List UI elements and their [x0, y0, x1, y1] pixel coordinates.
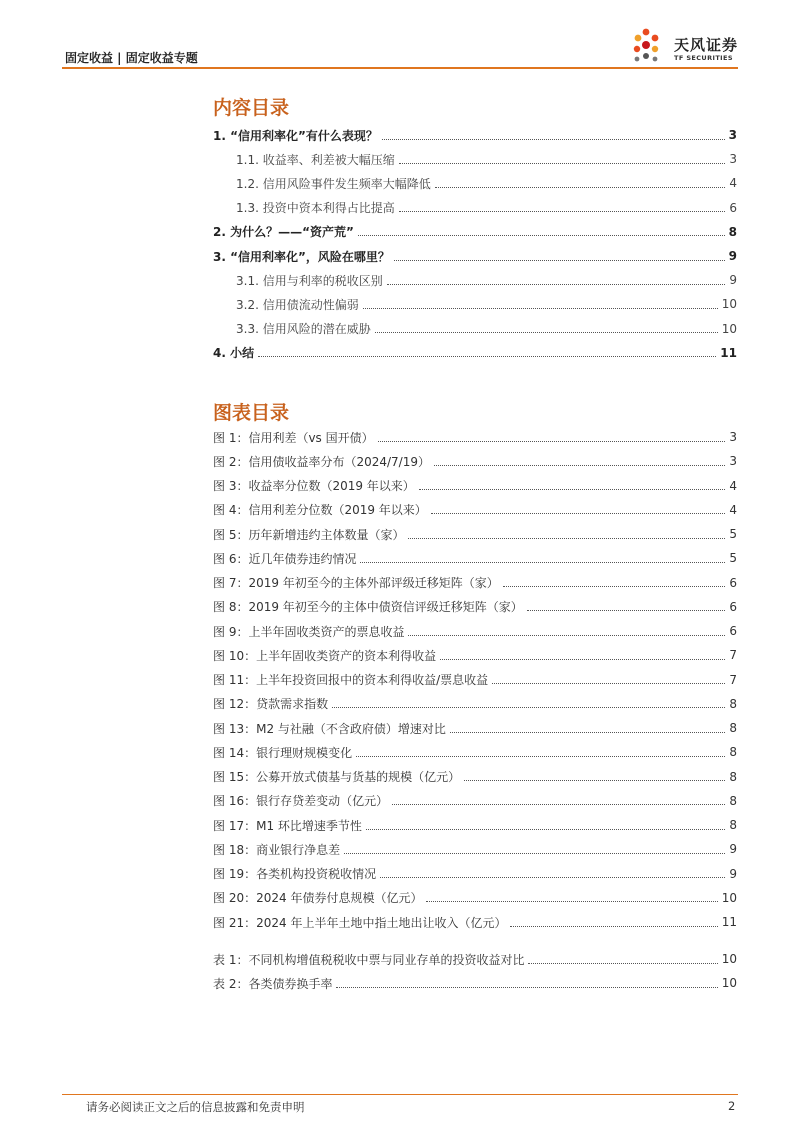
figure-entry[interactable] — [213, 646, 737, 664]
entry-label: 图 5：历年新增违约主体数量（家） — [213, 527, 405, 542]
entry-page-number: 8 — [729, 793, 737, 808]
entry-label: 图 11：上半年投资回报中的资本利得收益/票息收益 — [213, 673, 489, 687]
entry-page-number: 5 — [729, 551, 737, 566]
figure-entry[interactable] — [213, 671, 737, 689]
footer-disclaimer: 请务必阅读正文之后的信息披露和免责申明 — [86, 1100, 305, 1114]
entry-page-number: 9 — [729, 273, 737, 288]
dot-leader — [464, 780, 725, 781]
entry-label: 图 4：信用利差分位数（2019 年以来） — [213, 503, 427, 518]
entry-label: 图 9：上半年固收类资产的票息收益 — [213, 624, 405, 639]
dot-leader — [363, 308, 718, 309]
entry-page-number: 4 — [729, 502, 737, 517]
toc-entry[interactable] — [236, 174, 737, 192]
toc-entry[interactable] — [236, 295, 737, 313]
entry-label: 1. “信用利率化”有什么表现？ — [213, 128, 378, 143]
dot-leader — [440, 659, 725, 660]
entry-label: 图 2：信用债收益率分布（2024/7/19） — [213, 454, 430, 469]
entry-page-number: 6 — [729, 599, 737, 614]
entry-page-number: 4 — [729, 176, 737, 191]
entry-page-number: 6 — [729, 624, 737, 638]
entry-page-number: 9 — [729, 842, 737, 857]
dot-leader — [394, 260, 725, 261]
dot-leader — [360, 562, 725, 563]
dot-leader — [492, 683, 725, 684]
dot-leader — [431, 513, 726, 514]
entry-label: 4. 小结 — [213, 346, 255, 361]
entry-label: 图 8：2019 年初至今的主体中债资信评级迁移矩阵（家） — [213, 600, 523, 615]
figures-title: 图表目录 — [213, 402, 290, 424]
entry-label: 2. 为什么？——“资产荒” — [213, 225, 354, 240]
entry-page-number: 10 — [721, 321, 737, 336]
figure-entry[interactable] — [213, 477, 737, 495]
figure-entry[interactable] — [213, 792, 737, 810]
entry-page-number: 8 — [729, 721, 737, 735]
entry-page-number: 11 — [720, 345, 737, 360]
entry-label: 图 21：2024 年上半年土地中指土地出让收入（亿元） — [213, 915, 507, 930]
figure-entry[interactable] — [213, 743, 737, 761]
figure-entry[interactable] — [213, 768, 737, 786]
dot-leader — [375, 332, 718, 333]
entry-page-number: 8 — [728, 224, 737, 239]
dot-leader — [378, 441, 726, 442]
dot-leader — [382, 139, 725, 140]
dot-leader — [344, 853, 725, 854]
toc-entry[interactable] — [213, 126, 737, 144]
entry-page-number: 7 — [729, 672, 737, 687]
figure-entry[interactable] — [213, 865, 737, 883]
entry-page-number: 9 — [729, 866, 737, 881]
figure-entry[interactable] — [213, 816, 737, 834]
page-number: 2 — [728, 1099, 736, 1113]
entry-page-number: 10 — [721, 297, 737, 312]
entry-page-number: 8 — [729, 818, 737, 832]
figure-entry[interactable] — [213, 622, 737, 640]
entry-label: 3.3. 信用风险的潜在威胁 — [236, 322, 371, 337]
dot-leader — [358, 235, 725, 236]
dot-leader — [503, 586, 726, 587]
figure-entry[interactable] — [213, 574, 737, 592]
toc-entry[interactable] — [213, 223, 737, 241]
header-breadcrumb: 固定收益 | 固定收益专题 — [65, 51, 198, 65]
entry-page-number: 3 — [728, 128, 737, 142]
entry-label: 3. “信用利率化”，风险在哪里？ — [213, 249, 390, 264]
header-divider — [62, 67, 738, 69]
entry-page-number: 3 — [729, 454, 737, 469]
dot-leader — [387, 284, 726, 285]
entry-page-number: 8 — [729, 696, 737, 711]
dot-leader — [258, 356, 716, 357]
entry-page-number: 10 — [721, 890, 737, 905]
dot-leader — [434, 465, 725, 466]
toc-entry[interactable] — [213, 247, 737, 265]
entry-label: 图 15：公募开放式债基与货基的规模（亿元） — [213, 770, 461, 784]
entry-label: 图 12：贷款需求指数 — [213, 697, 329, 712]
dot-leader — [408, 635, 725, 636]
entry-label: 1.1. 收益率、利差被大幅压缩 — [236, 152, 395, 167]
toc-entry[interactable] — [213, 344, 737, 362]
toc-entry[interactable] — [236, 150, 737, 168]
entry-page-number: 9 — [728, 249, 737, 263]
dot-leader — [399, 163, 726, 164]
entry-label: 3.1. 信用与利率的税收区别 — [236, 273, 383, 288]
entry-page-number: 3 — [729, 430, 737, 444]
toc-entry[interactable] — [236, 271, 737, 289]
entry-page-number: 10 — [721, 976, 737, 990]
figure-entry[interactable] — [213, 695, 737, 713]
toc-title: 内容目录 — [213, 97, 290, 119]
dot-leader — [510, 926, 717, 927]
entry-page-number: 8 — [729, 745, 737, 760]
entry-page-number: 4 — [729, 478, 737, 493]
entry-label: 1.2. 信用风险事件发生频率大幅降低 — [236, 176, 431, 191]
entry-label: 图 20：2024 年债券付息规模（亿元） — [213, 891, 423, 906]
dot-leader — [528, 963, 717, 964]
logo-name: 天风证券 — [674, 36, 739, 54]
entry-page-number: 8 — [729, 769, 737, 784]
figure-entry[interactable] — [213, 889, 737, 907]
figure-entry[interactable] — [213, 428, 737, 446]
entry-page-number: 5 — [729, 527, 737, 541]
dot-leader — [380, 877, 725, 878]
entry-label: 图 6：近几年债券违约情况 — [213, 551, 357, 566]
table-entry[interactable] — [213, 974, 737, 992]
dot-leader — [419, 489, 726, 490]
entry-page-number: 11 — [721, 915, 737, 929]
entry-label: 3.2. 信用债流动性偏弱 — [236, 297, 359, 312]
entry-page-number: 10 — [721, 952, 737, 966]
entry-label: 图 19：各类机构投资税收情况 — [213, 867, 377, 881]
dot-leader — [426, 901, 717, 902]
entry-label: 表 1：不同机构增值税税收中票与同业存单的投资收益对比 — [213, 952, 525, 967]
dot-leader — [392, 804, 725, 805]
entry-label: 图 10：上半年固收类资产的资本利得收益 — [213, 648, 437, 663]
dot-leader — [527, 610, 726, 611]
entry-page-number: 3 — [729, 152, 737, 167]
entry-label: 图 17：M1 环比增速季节性 — [213, 818, 362, 833]
dot-leader — [450, 732, 725, 733]
dot-leader — [332, 707, 725, 708]
entry-label: 表 2：各类债券换手率 — [213, 976, 333, 991]
entry-label: 图 14：银行理财规模变化 — [213, 745, 353, 760]
dot-leader — [435, 187, 726, 188]
entry-label: 图 7：2019 年初至今的主体外部评级迁移矩阵（家） — [213, 576, 499, 590]
table-entry[interactable] — [213, 950, 737, 968]
entry-label: 图 1：信用利差（vs 国开债） — [213, 430, 374, 445]
figure-entry[interactable] — [213, 840, 737, 858]
entry-label: 1.3. 投资中资本利得占比提高 — [236, 201, 395, 216]
entry-page-number: 6 — [729, 575, 737, 590]
figure-entry[interactable] — [213, 598, 737, 616]
logo-subtitle: TF SECURITIES — [674, 54, 733, 62]
dot-leader — [399, 211, 726, 212]
figure-entry[interactable] — [213, 501, 737, 519]
entry-label: 图 18：商业银行净息差 — [213, 842, 341, 857]
entry-label: 图 13：M2 与社融（不含政府债）增速对比 — [213, 721, 446, 736]
dot-leader — [356, 756, 725, 757]
entry-page-number: 7 — [729, 648, 737, 663]
figure-entry[interactable] — [213, 719, 737, 737]
dot-leader — [408, 538, 725, 539]
figure-entry[interactable] — [213, 452, 737, 470]
figure-entry[interactable] — [213, 525, 737, 543]
entry-page-number: 6 — [729, 200, 737, 215]
entry-label: 图 16：银行存贷差变动（亿元） — [213, 794, 389, 809]
dot-leader — [366, 829, 725, 830]
toc-entry[interactable] — [236, 320, 737, 338]
figure-entry[interactable] — [213, 913, 737, 931]
toc-entry[interactable] — [236, 199, 737, 217]
figure-entry[interactable] — [213, 549, 737, 567]
entry-label: 图 3：收益率分位数（2019 年以来） — [213, 479, 415, 493]
dot-leader — [336, 987, 717, 988]
footer-divider — [62, 1094, 738, 1095]
